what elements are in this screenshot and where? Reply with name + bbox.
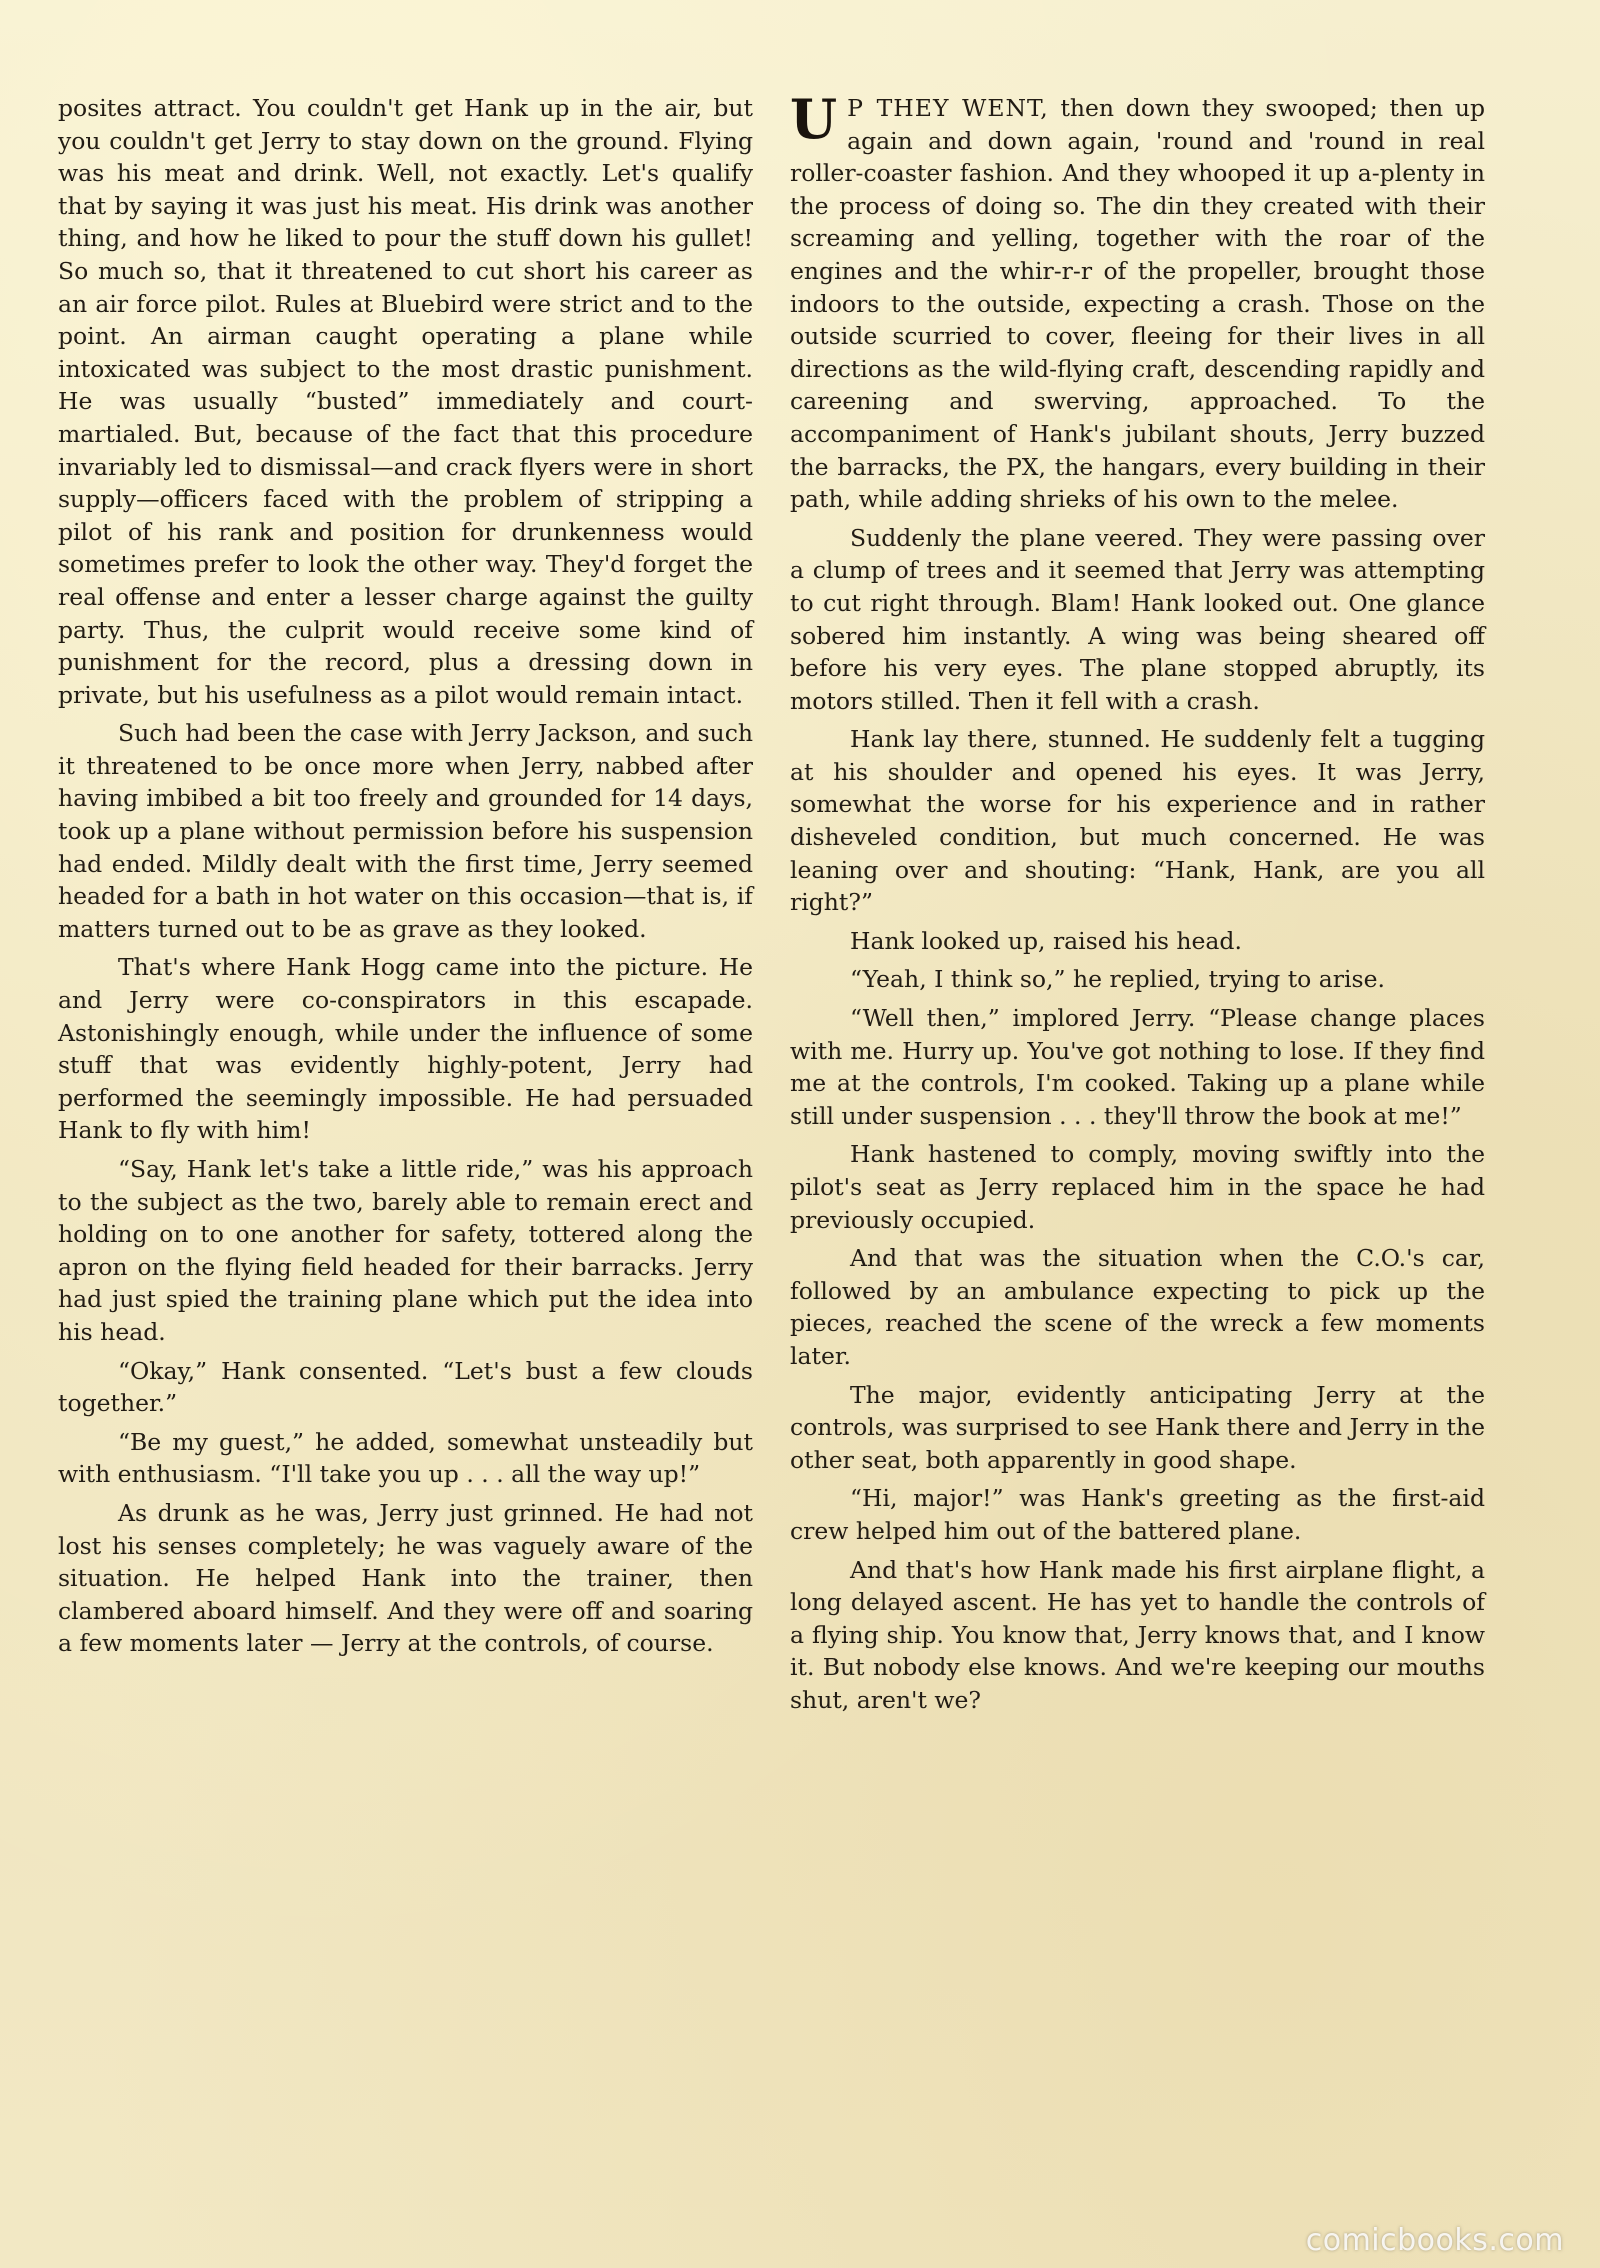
paragraph: “Yeah, I think so,” he replied, trying to arise.	[850, 965, 1385, 994]
paragraph: And that was the situation when the C.O.'s car, followed by an ambulance expecting to pick up the pieces, reached the scene of the wreck a few moments later.	[790, 1244, 1485, 1370]
paragraph: Such had been the case with Jerry Jackson, and such it threatened to be once more when Jerry, nabbed after having imbibed a bit too freely and grounded for 14 days, took up a plane without permission before his suspension had ended. Mildly dealt with the first time, Jerry seemed headed for a bath in hot water on this occasion—that is, if matters turned out to be as grave as they looked.	[58, 719, 753, 943]
paragraph: Hank hastened to comply, moving swiftly into the pilot's seat as Jerry replaced him in the space he had previously occupied.	[790, 1140, 1485, 1234]
lead-caps: P THEY WENT,	[847, 94, 1049, 122]
watermark: comicbooks.com	[1305, 2223, 1564, 2258]
lead-text: then down they swooped; then up again and down again, 'round and 'round in real roller-coaster fashion. And they whooped it up a-plenty in the process of doing so. The din they created with their screaming and yelling, together with the roar of the engines and the whir-r-r of the propeller, brought those indoors to the outside, expecting a crash. Those on the outside scurried to cover, fleeing for their lives in all directions as the wild-flying craft, descending rapidly and careening and swerving, approached. To the accompaniment of Hank's jubilant shouts, Jerry buzzed the barracks, the PX, the hangars, every building in their path, while adding shrieks of his own to the melee.	[790, 94, 1486, 514]
paragraph: Hank looked up, raised his head.	[850, 926, 1242, 955]
paragraph: The major, evidently anticipating Jerry at the controls, was surprised to see Hank there and Jerry in the other seat, both apparently in good shape.	[790, 1380, 1485, 1474]
drop-cap: U	[790, 87, 838, 151]
paragraph: “Okay,” Hank consented. “Let's bust a few clouds together.”	[58, 1356, 753, 1418]
paragraph: Suddenly the plane veered. They were passing over a clump of trees and it seemed that Jerry was attempting to cut right through. Blam! Hank looked out. One glance sobered him instantly. A wing was being sheared off before his very eyes. The plane stopped abruptly, its motors stilled. Then it fell with a crash.	[790, 523, 1485, 715]
paragraph: “Well then,” implored Jerry. “Please change places with me. Hurry up. You've got nothing to lose. If they find me at the controls, I'm cooked. Taking up a plane while still under suspension . . . they'll throw the book at me!”	[790, 1004, 1485, 1130]
paragraph: Hank lay there, stunned. He suddenly felt a tugging at his shoulder and opened his eyes. It was Jerry, somewhat the worse for his experience and in rather disheveled condition, but much concerned. He was leaning over and shouting: “Hank, Hank, are you all right?”	[790, 725, 1485, 917]
left-column	[58, 92, 753, 1666]
paragraph: That's where Hank Hogg came into the picture. He and Jerry were co-conspirators in this escapade. Astonishingly enough, while under the influence of some stuff that was evidently highly-potent, Jerry had performed the seemingly impossible. He had persuaded Hank to fly with him!	[58, 953, 753, 1145]
paragraph: “Hi, major!” was Hank's greeting as the first-aid crew helped him out of the battered plane.	[790, 1484, 1485, 1545]
paragraph: As drunk as he was, Jerry just grinned. He had not lost his senses completely; he was vaguely aware of the situation. He helped Hank into the trainer, then clambered aboard himself. And they were off and soaring a few moments later — Jerry at the controls, of course.	[58, 1498, 753, 1658]
paragraph: “Be my guest,” he added, somewhat unsteadily but with enthusiasm. “I'll take you up . . . all the way up!”	[58, 1427, 753, 1489]
paragraph: posites attract. You couldn't get Hank up in the air, but you couldn't get Jerry to stay down on the ground. Flying was his meat and drink. Well, not exactly. Let's qualify that by saying it was just his meat. His drink was another thing, and how he liked to pour the stuff down his gullet! So much so, that it threatened to cut short his career as an air force pilot. Rules at Bluebird were strict and to the point. An airman caught operating a plane while intoxicated was subject to the most drastic punishment. He was usually “busted” immediately and court-martialed. But, because of the fact that this procedure invariably led to dismissal—and crack flyers were in short supply—officers faced with the problem of stripping a pilot of his rank and position for drunkenness would sometimes prefer to look the other way. They'd forget the real offense and enter a lesser charge against the guilty party. Thus, the culprit would receive some kind of punishment for the record, plus a dressing down in private, but his usefulness as a pilot would remain intact.	[58, 94, 753, 709]
lead-paragraph	[790, 87, 1486, 516]
paragraph: “Say, Hank let's take a little ride,” was his approach to the subject as the two, barely able to remain erect and holding on to one another for safety, tottered along the apron on the flying field headed for their barracks. Jerry had just spied the training plane which put the idea into his head.	[58, 1155, 753, 1346]
right-column	[790, 87, 1486, 1723]
paragraph: And that's how Hank made his first airplane flight, a long delayed ascent. He has yet to handle the controls of a flying ship. You know that, Jerry knows that, and I know it. But nobody else knows. And we're keeping our mouths shut, aren't we?	[790, 1555, 1485, 1714]
